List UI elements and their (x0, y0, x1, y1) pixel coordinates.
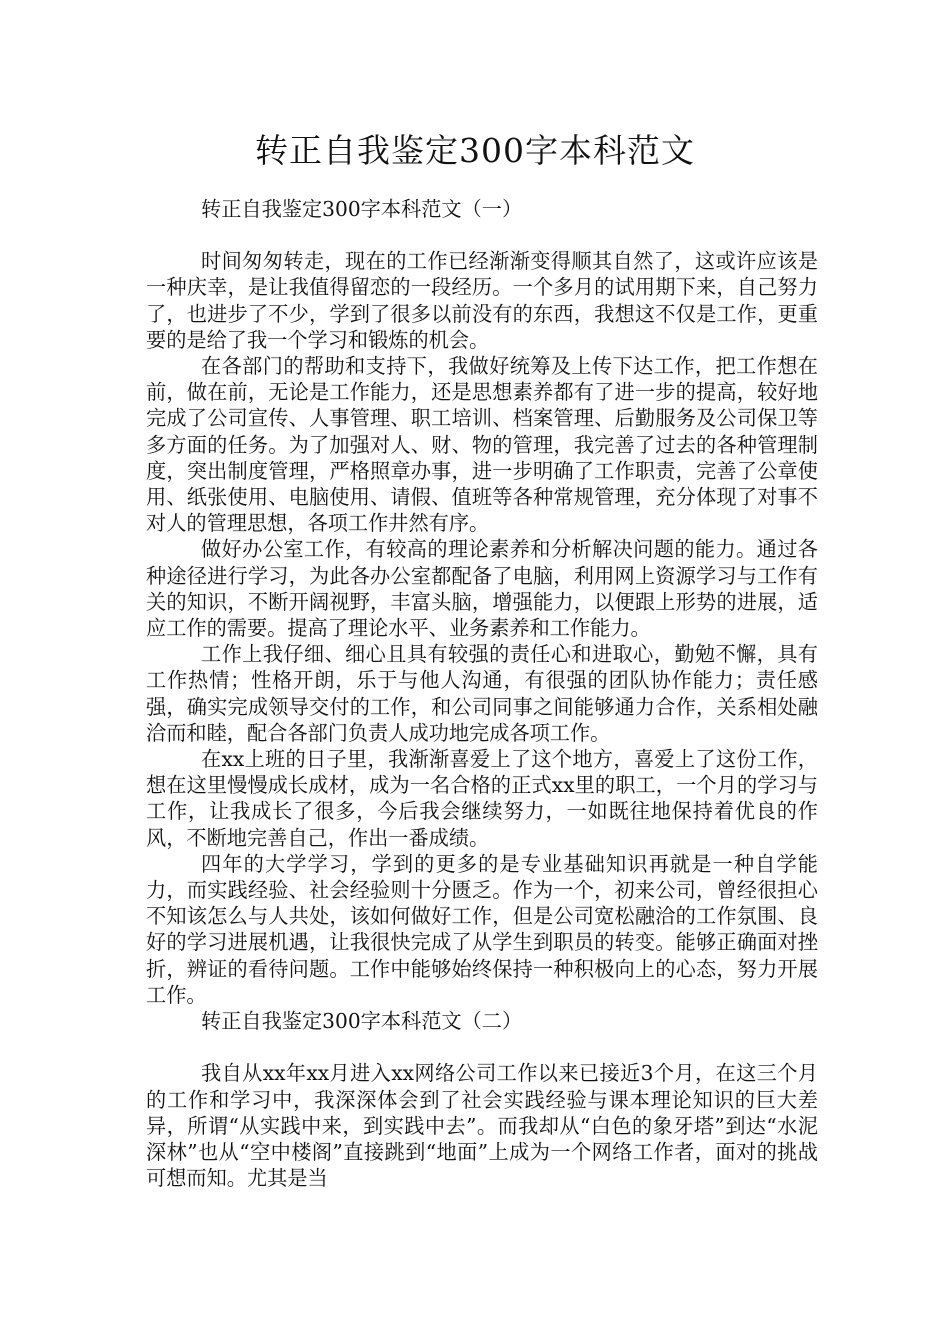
paragraph-1-2: 在各部门的帮助和支持下，我做好统筹及上传下达工作，把工作想在前，做在前，无论是工作能力，还是思想素养都有了进一步的提高，较好地完成了公司宣传、人事管理、职工培训、档案管理、后勤服务及公司保卫等多方面的任务。为了加强对人、财、物的管理，我完善了过去的各种管理制度，突出制度管理，严格照章办事，进一步明确了工作职责，完善了公章使用、纸张使用、电脑使用、请假、值班等各种常规管理，充分体现了对事不对人的管理思想，各项工作井然有序。 (146, 354, 818, 536)
paragraph-1-3: 做好办公室工作，有较高的理论素养和分析解决问题的能力。通过各种途径进行学习，为此各办公室都配备了电脑，利用网上资源学习与工作有关的知识，不断开阔视野，丰富头脑，增强能力，以便跟上形势的进展，适应工作的需要。提高了理论水平、业务素养和工作能力。 (146, 537, 818, 641)
section-heading-2: 转正自我鉴定300字本科范文（二） (201, 1009, 523, 1034)
paragraph-1-1: 时间匆匆转走，现在的工作已经渐渐变得顺其自然了，这或许应该是一种庆幸，是让我值得留恋的一段经历。一个多月的试用期下来，自己努力了，也进步了不少，学到了很多以前没有的东西，我想这不仅是工作，更重要的是给了我一个学习和锻炼的机会。 (146, 249, 818, 352)
section-heading-1: 转正自我鉴定300字本科范文（一） (201, 197, 523, 221)
document-body (146, 196, 818, 1191)
paragraph-2-1: 我自从xx年xx月进入xx网络公司工作以来已接近3个月，在这三个月的工作和学习中，我深深体会到了社会实践经验与课本理论知识的巨大差异，所谓“从实践中来，到实践中去”。而我却从“白色的象牙塔”到达“水泥深林”也从“空中楼阁”直接跳到“地面”上成为一个网络工作者，面对的挑战可想而知。尤其是当 (146, 1061, 818, 1191)
paragraph-1-6: 四年的大学学习，学到的更多的是专业基础知识再就是一种自学能力，而实践经验、社会经验则十分匮乏。作为一个，初来公司，曾经很担心不知该怎么与人共处，该如何做好工作，但是公司宽松融洽的工作氛围、良好的学习进展机遇，让我很快完成了从学生到职员的转变。能够正确面对挫折，辨证的看待问题。工作中能够始终保持一种积极向上的心态，努力开展工作。 (146, 851, 818, 1007)
paragraph-1-4: 工作上我仔细、细心且具有较强的责任心和进取心，勤勉不懈，具有工作热情；性格开朗，乐于与他人沟通，有很强的团队协作能力；责任感强，确实完成领导交付的工作，和公司同事之间能够通力合作，关系相处融洽而和睦，配合各部门负责人成功地完成各项工作。 (146, 642, 818, 745)
document-title: 转正自我鉴定300字本科范文 (255, 131, 695, 170)
paragraph-1-5: 在xx上班的日子里，我渐渐喜爱上了这个地方，喜爱上了这份工作，想在这里慢慢成长成材，成为一名合格的正式xx里的职工，一个月的学习与工作，让我成长了很多，今后我会继续努力，一如既往地保持着优良的作风，不断地完善自己，作出一番成绩。 (146, 747, 818, 850)
